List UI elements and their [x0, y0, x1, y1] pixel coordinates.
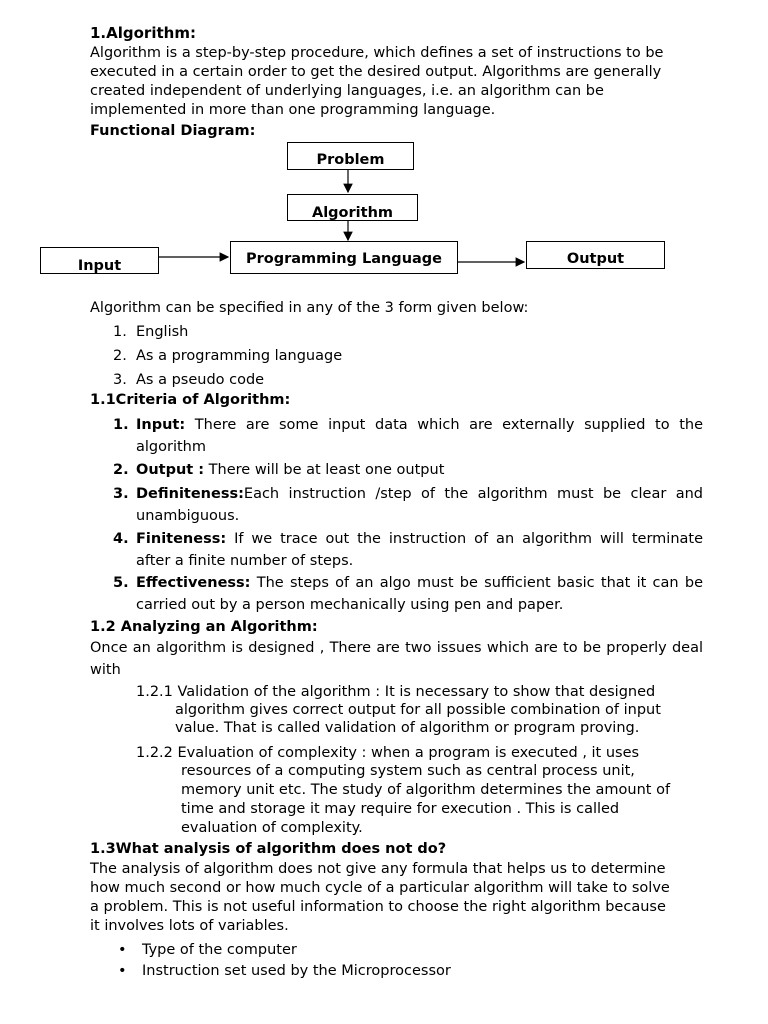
forms-number: 1. [113, 324, 127, 340]
evaluation-line: time and storage it may require for execution . This is called [181, 801, 620, 817]
what-heading: 1.3What analysis of algorithm does not do? [90, 841, 447, 857]
problem-box: Problem [287, 142, 414, 170]
validation-line: 1.2.1 Validation of the algorithm : It is necessary to show that designed [136, 684, 656, 700]
section-heading-algorithm: 1.Algorithm: [90, 24, 196, 42]
intro-line: executed in a certain order to get the desired output. Algorithms are generally [90, 64, 662, 80]
criteria-number: 3. [113, 486, 129, 502]
validation-line: value. That is called validation of algorithm or program proving. [175, 720, 640, 736]
bullet-item: Instruction set used by the Microprocessor [142, 963, 451, 979]
what-line: how much second or how much cycle of a particular algorithm will take to solve [90, 880, 670, 896]
what-line: it involves lots of variables. [90, 918, 289, 934]
criteria-term: Definiteness: [136, 486, 244, 502]
output-box: Output [526, 241, 665, 269]
forms-number: 3. [113, 372, 127, 388]
criteria-text: Each instruction /step of the algorithm must be clear and unambiguous. [136, 486, 703, 524]
bullet-dot-icon: • [118, 942, 127, 958]
criteria-number: 4. [113, 531, 129, 547]
forms-number: 2. [113, 348, 127, 364]
what-line: The analysis of algorithm does not give any formula that helps us to determine [90, 861, 666, 877]
criteria-number: 5. [113, 575, 129, 591]
forms-item: English [136, 324, 189, 340]
validation-line: algorithm gives correct output for all possible combination of input [175, 702, 661, 718]
criteria-number: 2. [113, 462, 129, 478]
functional-diagram-heading: Functional Diagram: [90, 123, 256, 139]
evaluation-line: resources of a computing system such as central process unit, [181, 763, 635, 779]
criteria-item [136, 459, 703, 481]
criteria-item [136, 572, 703, 616]
criteria-term: Effectiveness: [136, 575, 251, 591]
criteria-number: 1. [113, 417, 129, 433]
criteria-term: Input: [136, 417, 186, 433]
intro-line: implemented in more than one programming language. [90, 102, 496, 118]
forms-intro: Algorithm can be specified in any of the 3 form given below: [90, 300, 529, 316]
algorithm-box: Algorithm [287, 194, 418, 221]
programming-language-box: Programming Language [230, 241, 458, 274]
evaluation-line: memory unit etc. The study of algorithm determines the amount of [181, 782, 671, 798]
bullet-dot-icon: • [118, 963, 127, 979]
evaluation-line: 1.2.2 Evaluation of complexity : when a program is executed , it uses [136, 745, 640, 761]
what-line: a problem. This is not useful information to choose the right algorithm because [90, 899, 666, 915]
criteria-item [136, 414, 703, 458]
criteria-item [136, 483, 703, 527]
analyzing-heading: 1.2 Analyzing an Algorithm: [90, 619, 318, 635]
criteria-term: Output : [136, 462, 205, 478]
evaluation-line: evaluation of complexity. [181, 820, 363, 836]
forms-item: As a programming language [136, 348, 343, 364]
criteria-item [136, 528, 703, 572]
criteria-heading: 1.1Criteria of Algorithm: [90, 392, 291, 408]
intro-line: Algorithm is a step-by-step procedure, which defines a set of instructions to be [90, 45, 664, 61]
analyzing-paragraph: Once an algorithm is designed , There are two issues which are to be properly deal with [90, 640, 703, 678]
bullet-item: Type of the computer [142, 942, 297, 958]
criteria-text: There will be at least one output [204, 462, 445, 478]
criteria-text: If we trace out the instruction of an algorithm will terminate after a finite number of steps. [136, 531, 703, 569]
criteria-text: There are some input data which are externally supplied to the algorithm [136, 417, 703, 455]
forms-item: As a pseudo code [136, 372, 265, 388]
criteria-term: Finiteness: [136, 531, 227, 547]
intro-line: created independent of underlying languages, i.e. an algorithm can be [90, 83, 604, 99]
input-box: Input [40, 247, 159, 274]
criteria-text: The steps of an algo must be sufficient basic that it can be carried out by a person mechanically using pen and paper. [136, 575, 703, 613]
